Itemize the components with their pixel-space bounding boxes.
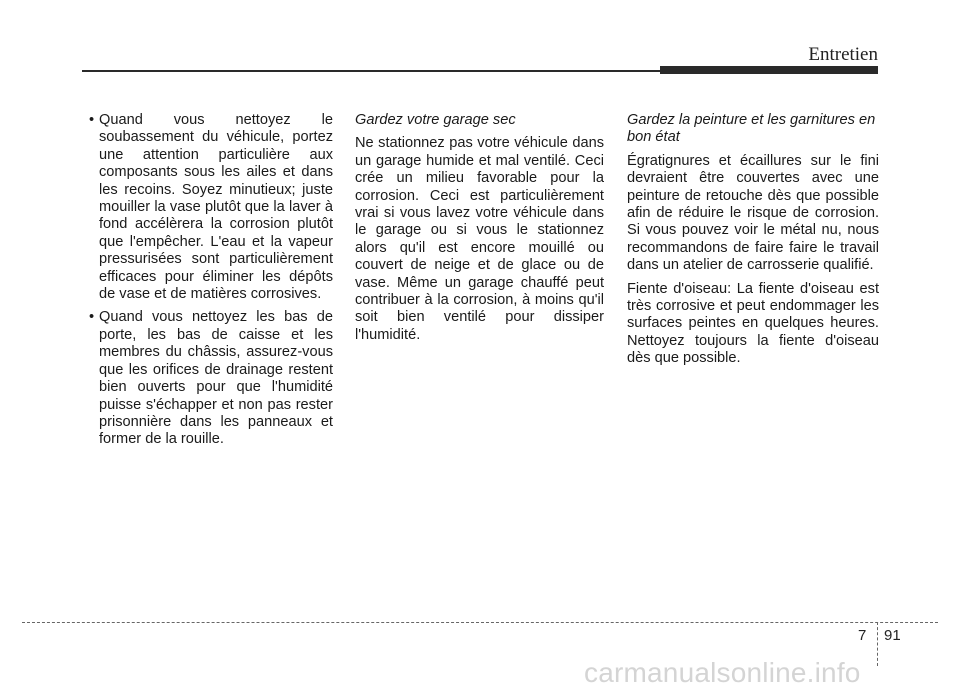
header-rule-accent: [660, 66, 878, 74]
column-1: [89, 112, 333, 455]
bullet-item: [89, 112, 333, 303]
column-2: [355, 112, 604, 350]
bullet-text: Quand vous nettoyez le soubassement du véhicule, portez une attention particulière aux composants sous les ailes et dans les recoins. Soyez minutieux; juste mouiller la vase plutôt que la laver à fond accélèrera la corrosion plutôt que l'empêcher. L'eau et la vapeur pressurisées sont particulièrement efficaces pour éliminer les dépôts de vase et de matières corrosives.: [99, 112, 333, 303]
paragraph: Fiente d'oiseau: La fiente d'oiseau est très corrosive et peut endommager les surfaces peintes en quelques heures. Nettoyez toujours la fiente d'oiseau dès que possible.: [627, 280, 879, 367]
bullet-text: Quand vous nettoyez les bas de porte, les bas de caisse et les membres du châssis, assurez-vous que les orifices de drainage restent bien ouverts pour que l'humidité puisse s'échapper et non pas rester prisonnière dans les panneaux et former de la rouille.: [99, 309, 333, 448]
page-number: 91: [884, 627, 901, 644]
footer-divider: [877, 622, 878, 666]
bullet-icon: •: [89, 309, 95, 326]
header-rule: [82, 70, 662, 72]
paragraph: Égratignures et écaillures sur le fini devraient être couvertes avec une peinture de retouche dès que possible afin de réduire le risque de corrosion. Si vous pouvez voir le métal nu, nous recommandons de faire faire le travail dans un atelier de carrosserie qualifié.: [627, 152, 879, 274]
bullet-item: [89, 309, 333, 448]
chapter-number: 7: [858, 627, 867, 644]
paragraph: Ne stationnez pas votre véhicule dans un garage humide et mal ventilé. Ceci crée un milieu favorable pour la corrosion. Ceci est particulièrement vrai si vous lavez votre véhicule dans le garage ou si vous le stationnez alors qu'il est encore mouillé ou couvert de neige et de glace ou de vase. Même un garage chauffé peut contribuer à la corrosion, à moins qu'il soit bien ventilé pour dissiper l'humidité.: [355, 135, 604, 343]
watermark: carmanualsonline.info: [584, 657, 861, 688]
section-heading: Gardez la peinture et les garnitures en bon état: [627, 112, 876, 146]
footer-rule: [22, 622, 938, 623]
section-title: Entretien: [808, 44, 878, 65]
column-3: [627, 112, 879, 374]
section-heading: Gardez votre garage sec: [355, 112, 516, 128]
bullet-icon: •: [89, 112, 95, 128]
